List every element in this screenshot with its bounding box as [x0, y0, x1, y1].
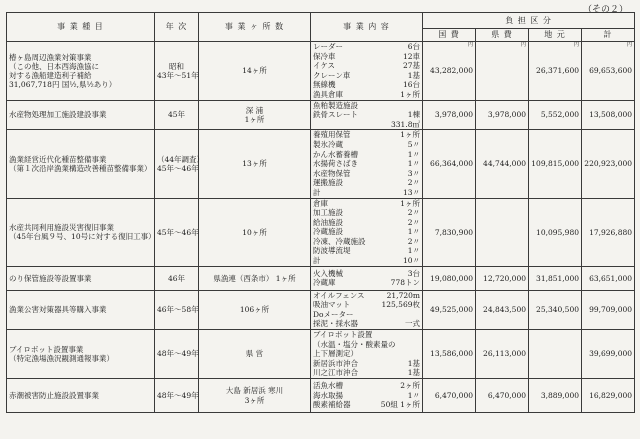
national-cost-value: 49,525,000	[430, 305, 473, 315]
project-name-line: 水産物処理加工施設建設事業	[9, 110, 107, 120]
yen-unit: 円	[467, 42, 473, 48]
place-cell	[199, 42, 311, 101]
national-cost-value: 3,978,000	[434, 110, 473, 120]
content-item-qty: 2ヶ所	[400, 381, 420, 391]
content-item	[313, 246, 420, 256]
content-item	[313, 120, 420, 130]
content-cell	[311, 130, 423, 198]
content-item-label: クレーン車	[313, 70, 351, 80]
header-name: 事 業 種 目	[7, 13, 155, 42]
content-item	[313, 310, 420, 320]
content-item	[313, 80, 420, 90]
total-cost-cell	[582, 130, 635, 198]
content-item	[313, 188, 420, 198]
content-item	[313, 319, 420, 329]
project-name-line: 椿ヶ島周辺漁業対策事業	[9, 52, 92, 62]
total-cost-value: 13,508,000	[589, 110, 633, 120]
project-name-cell	[7, 198, 155, 266]
place-cell	[199, 130, 311, 198]
project-name-cell	[7, 330, 155, 379]
local-cost-cell	[529, 290, 582, 329]
content-item	[313, 349, 420, 359]
year-line: 昭和	[169, 61, 184, 71]
content-item-label: 海水取揚	[313, 390, 343, 400]
content-item-label: 吸油マット	[313, 300, 351, 310]
local-cost-cell	[529, 100, 582, 130]
national-cost-cell	[423, 379, 476, 413]
table-row	[7, 290, 635, 329]
content-item	[313, 291, 420, 301]
project-name-line: （第１次沿岸漁業構造改善種苗整備事業）	[9, 163, 152, 173]
project-name-line: （この他、日本西海漁協に	[9, 61, 99, 71]
local-cost-cell	[529, 266, 582, 290]
prefectural-cost-value: 3,978,000	[487, 110, 526, 120]
content-item-qty: 2〃	[407, 208, 420, 218]
total-cost-cell	[582, 100, 635, 130]
place-line: 県 営	[245, 349, 264, 359]
content-item	[313, 227, 420, 237]
content-item-qty: 1〃	[407, 159, 420, 169]
national-cost-cell	[423, 198, 476, 266]
total-cost-cell	[582, 198, 635, 266]
table-row	[7, 130, 635, 198]
content-item	[313, 110, 420, 120]
yen-unit: 円	[520, 42, 526, 48]
place-line: 106ヶ所	[239, 305, 270, 315]
place-line: 13ヶ所	[242, 159, 267, 169]
page-label: （その２）	[582, 5, 628, 15]
content-item-qty: 3台	[407, 268, 420, 278]
place-line: 深 浦	[245, 105, 264, 115]
national-cost-value: 6,470,000	[434, 390, 473, 400]
header-national: 国 費	[423, 29, 476, 42]
content-cell	[311, 330, 423, 379]
content-item	[313, 400, 420, 410]
content-item-qty: 1基	[407, 358, 420, 368]
content-item-qty: 13〃	[402, 187, 420, 197]
yen-unit: 円	[627, 42, 633, 48]
content-item	[313, 278, 420, 288]
content-item	[313, 208, 420, 218]
local-cost-value: 26,371,600	[536, 66, 579, 76]
content-item	[313, 218, 420, 228]
content-cell	[311, 42, 423, 101]
national-cost-value: 13,586,000	[430, 349, 473, 359]
content-item	[313, 256, 420, 266]
content-item	[313, 61, 420, 71]
content-item-label: 新居浜市沖合	[313, 358, 358, 368]
year-line: 48年〜49年	[157, 390, 199, 400]
content-item-label: 計	[313, 256, 321, 266]
content-item	[313, 330, 420, 340]
content-item-qty: 16台	[402, 80, 420, 90]
national-cost-cell	[423, 100, 476, 130]
content-item	[313, 52, 420, 62]
place-cell	[199, 330, 311, 379]
table-body	[7, 42, 635, 413]
total-cost-value: 99,709,000	[589, 305, 633, 315]
content-item-label: 防波導流堤	[313, 246, 351, 256]
total-cost-value: 69,653,600	[589, 66, 633, 76]
year-line: 45年	[167, 110, 186, 120]
place-line: 1ヶ所	[244, 114, 265, 124]
content-item-qty: 6台	[407, 42, 420, 51]
content-item-label: 冷蔵庫	[313, 278, 336, 288]
content-item-qty: 1〃	[407, 246, 420, 256]
year-cell	[155, 42, 199, 101]
content-item	[313, 359, 420, 369]
content-item	[313, 269, 420, 279]
content-item-qty: 27基	[402, 61, 420, 71]
place-cell	[199, 100, 311, 130]
year-cell	[155, 198, 199, 266]
project-name-cell	[7, 379, 155, 413]
content-item-qty: 1基	[407, 70, 420, 80]
national-cost-cell	[423, 290, 476, 329]
table-row	[7, 379, 635, 413]
prefectural-cost-value: 12,720,000	[483, 273, 526, 283]
content-items	[313, 330, 420, 378]
year-line: 48年〜49年	[157, 349, 199, 359]
content-item	[313, 130, 420, 140]
total-cost-value: 16,829,000	[589, 390, 633, 400]
content-item-label: 漁具倉庫	[313, 89, 343, 99]
content-item-label: 火入機械	[313, 268, 343, 278]
content-item-label: 運搬施設	[313, 178, 343, 188]
project-name-cell	[7, 290, 155, 329]
content-item	[313, 178, 420, 188]
content-item-label: 製氷冷蔵	[313, 139, 343, 149]
content-item-label: 酸素補給器	[313, 400, 351, 410]
table-row	[7, 42, 635, 101]
content-item-label: ブイロボット設置	[313, 330, 373, 340]
project-table-frame	[6, 12, 634, 413]
content-item	[313, 199, 420, 209]
year-cell	[155, 379, 199, 413]
content-item	[313, 169, 420, 179]
content-item	[313, 391, 420, 401]
national-cost-value: 43,282,000	[430, 66, 473, 76]
content-item-label: 水産物保管	[313, 168, 351, 178]
place-line: 14ヶ所	[242, 66, 267, 76]
total-cost-value: 39,699,000	[589, 349, 633, 359]
header-local: 地 元	[529, 29, 582, 42]
project-name-line: 漁業経営近代化種苗整備事業	[9, 154, 107, 164]
local-cost-value: 10,095,980	[536, 227, 579, 237]
place-cell	[199, 198, 311, 266]
content-item-qty: 21,720m	[386, 290, 420, 300]
national-cost-value: 66,364,000	[430, 159, 473, 169]
content-item-qty: 2〃	[407, 236, 420, 246]
prefectural-cost-cell	[476, 100, 529, 130]
content-item-label: 川之江市沖合	[313, 368, 358, 378]
year-line: 43年〜51年	[157, 70, 199, 80]
year-cell	[155, 290, 199, 329]
project-name-line: 水産共同利用施設災害復旧事業	[9, 222, 114, 232]
content-item-label: 無線機	[313, 80, 336, 90]
header-year: 年 次	[155, 13, 199, 42]
content-item-label: オイルフェンス	[313, 290, 365, 300]
project-name-line: 漁業公害対策器具等購入事業	[9, 305, 107, 315]
year-line: （44年調査）	[157, 154, 205, 164]
content-item-label: Doメーター	[313, 309, 354, 319]
content-item-qty: 一式	[405, 319, 420, 329]
content-item-qty: 1棟	[407, 110, 420, 120]
project-table	[6, 12, 635, 413]
local-cost-value: 3,889,000	[540, 390, 579, 400]
content-item-qty: 1ヶ所	[400, 198, 420, 208]
local-cost-cell	[529, 130, 582, 198]
total-cost-cell	[582, 42, 635, 101]
content-item-qty: 778トン	[390, 278, 420, 288]
prefectural-cost-cell	[476, 330, 529, 379]
content-item-qty: 2〃	[407, 217, 420, 227]
local-cost-cell	[529, 42, 582, 101]
content-item-label: 養殖用保管	[313, 130, 351, 140]
content-item	[313, 42, 420, 52]
project-name-cell	[7, 266, 155, 290]
prefectural-cost-cell	[476, 266, 529, 290]
year-line: 45年〜46年	[157, 227, 199, 237]
year-line: 45年〜46年	[157, 163, 199, 173]
content-item-qty: 1〃	[407, 390, 420, 400]
prefectural-cost-cell	[476, 198, 529, 266]
year-line: 46年〜58年	[157, 305, 199, 315]
content-item-qty: 3〃	[407, 168, 420, 178]
total-cost-cell	[582, 290, 635, 329]
year-line: 46年	[167, 273, 186, 283]
total-cost-cell	[582, 379, 635, 413]
national-cost-cell	[423, 130, 476, 198]
content-item-qty: 1〃	[407, 149, 420, 159]
content-item	[313, 71, 420, 81]
content-item-label: 冷蔵施設	[313, 227, 343, 237]
place-cell	[199, 290, 311, 329]
prefectural-cost-cell	[476, 130, 529, 198]
content-items	[313, 42, 420, 100]
content-item-qty: 50組 1ヶ所	[380, 400, 420, 410]
place-line: 3ヶ所	[244, 395, 265, 405]
local-cost-value: 31,851,000	[536, 273, 579, 283]
header-place: 事 業 ヶ 所 数	[199, 13, 311, 42]
content-cell	[311, 100, 423, 130]
place-line: 10ヶ所	[242, 227, 267, 237]
content-item	[313, 300, 420, 310]
project-name-cell	[7, 130, 155, 198]
table-row	[7, 198, 635, 266]
content-item	[313, 340, 420, 350]
national-cost-value: 19,080,000	[430, 273, 473, 283]
content-item-label: 給油施設	[313, 217, 343, 227]
content-item	[313, 101, 420, 111]
header-total: 計	[582, 29, 635, 42]
local-cost-cell	[529, 379, 582, 413]
content-cell	[311, 266, 423, 290]
content-item-qty: 1基	[407, 368, 420, 378]
project-name-cell	[7, 42, 155, 101]
project-name-line: ブイロボット設置事業	[9, 344, 84, 354]
content-item	[313, 381, 420, 391]
prefectural-cost-cell	[476, 290, 529, 329]
prefectural-cost-value: 6,470,000	[487, 390, 526, 400]
header-burden: 負 担 区 分	[423, 13, 635, 29]
content-item-label: 鉄骨スレート	[313, 110, 358, 120]
project-name-line: （特定漁場漁況観測通報事業）	[9, 354, 114, 364]
content-item	[313, 150, 420, 160]
year-cell	[155, 266, 199, 290]
header-prefectural: 県 費	[476, 29, 529, 42]
place-line: 大島 新居浜 寒川	[225, 386, 284, 396]
content-cell	[311, 290, 423, 329]
content-item-label: 計	[313, 187, 321, 197]
table-row	[7, 100, 635, 130]
content-item-qty: 1〃	[407, 227, 420, 237]
national-cost-cell	[423, 266, 476, 290]
local-cost-value: 109,815,000	[531, 159, 579, 169]
project-name-line: 対する漁船建造利子補給	[9, 70, 92, 80]
total-cost-value: 63,651,000	[589, 273, 633, 283]
content-item-qty: 125,569枚	[381, 300, 420, 310]
total-cost-value: 17,926,880	[589, 227, 633, 237]
header-content: 事 業 内 容	[311, 13, 423, 42]
place-cell	[199, 379, 311, 413]
prefectural-cost-cell	[476, 42, 529, 101]
content-item-label: 活魚水槽	[313, 381, 343, 391]
content-item-label: 水揚荷さばき	[313, 159, 358, 169]
national-cost-value: 7,830,900	[434, 227, 473, 237]
content-item-label: 倉庫	[313, 198, 328, 208]
content-item-label: 採泥・採水器	[313, 319, 358, 329]
local-cost-cell	[529, 330, 582, 379]
place-cell	[199, 266, 311, 290]
content-item-label: かん水蓄養槽	[313, 149, 358, 159]
content-item-label: 魚粕製造施設	[313, 100, 358, 110]
project-name-line: 赤潮被害防止施設設置事業	[9, 390, 99, 400]
project-name-line: （45年台風９号、10号に対する復旧工事）	[9, 232, 156, 242]
content-item-qty: 2〃	[407, 178, 420, 188]
content-item-label: 上下層測定）	[313, 349, 358, 359]
prefectural-cost-cell	[476, 379, 529, 413]
national-cost-cell	[423, 330, 476, 379]
content-items	[313, 199, 420, 266]
content-item-qty: 331.8㎡	[391, 119, 420, 129]
content-item-qty: 5〃	[407, 139, 420, 149]
content-item-label: （水温・塩分・酸素量の	[313, 339, 396, 349]
table-row	[7, 330, 635, 379]
total-cost-value: 220,923,000	[584, 159, 633, 169]
place-line: 県漁連（西条市） 1ヶ所	[213, 273, 296, 283]
total-cost-cell	[582, 266, 635, 290]
content-item-qty: 12車	[402, 51, 420, 61]
local-cost-cell	[529, 198, 582, 266]
project-name-line: 31,067,718円 国½,県½あり）	[9, 79, 117, 89]
content-item-label: 加工施設	[313, 208, 343, 218]
table-row	[7, 266, 635, 290]
content-item	[313, 159, 420, 169]
prefectural-cost-value: 26,113,000	[483, 349, 526, 359]
content-item-label: イケス	[313, 61, 336, 71]
prefectural-cost-value: 24,843,500	[483, 305, 526, 315]
content-item	[313, 368, 420, 378]
content-cell	[311, 198, 423, 266]
project-name-cell	[7, 100, 155, 130]
content-item	[313, 140, 420, 150]
content-item-label: 保冷車	[313, 51, 336, 61]
content-item-qty: 1ヶ所	[400, 130, 420, 140]
project-name-line: のり保管施設等設置事業	[9, 273, 92, 283]
content-items	[313, 130, 420, 197]
total-cost-cell	[582, 330, 635, 379]
yen-unit: 円	[573, 42, 579, 48]
national-cost-cell	[423, 42, 476, 101]
content-cell	[311, 379, 423, 413]
local-cost-value: 5,552,000	[540, 110, 579, 120]
content-item-qty: 1ヶ所	[400, 89, 420, 99]
content-items	[313, 101, 420, 130]
year-cell	[155, 100, 199, 130]
content-items	[313, 381, 420, 410]
content-item-label: レーダー	[313, 42, 343, 51]
prefectural-cost-value: 44,744,000	[483, 159, 526, 169]
local-cost-value: 25,340,500	[536, 305, 579, 315]
content-item-qty: 10〃	[402, 256, 420, 266]
content-item	[313, 90, 420, 100]
year-cell	[155, 130, 205, 198]
content-item-label: 冷凍、冷蔵施設	[313, 236, 366, 246]
content-items	[313, 291, 420, 329]
year-cell	[155, 330, 199, 379]
content-items	[313, 269, 420, 288]
